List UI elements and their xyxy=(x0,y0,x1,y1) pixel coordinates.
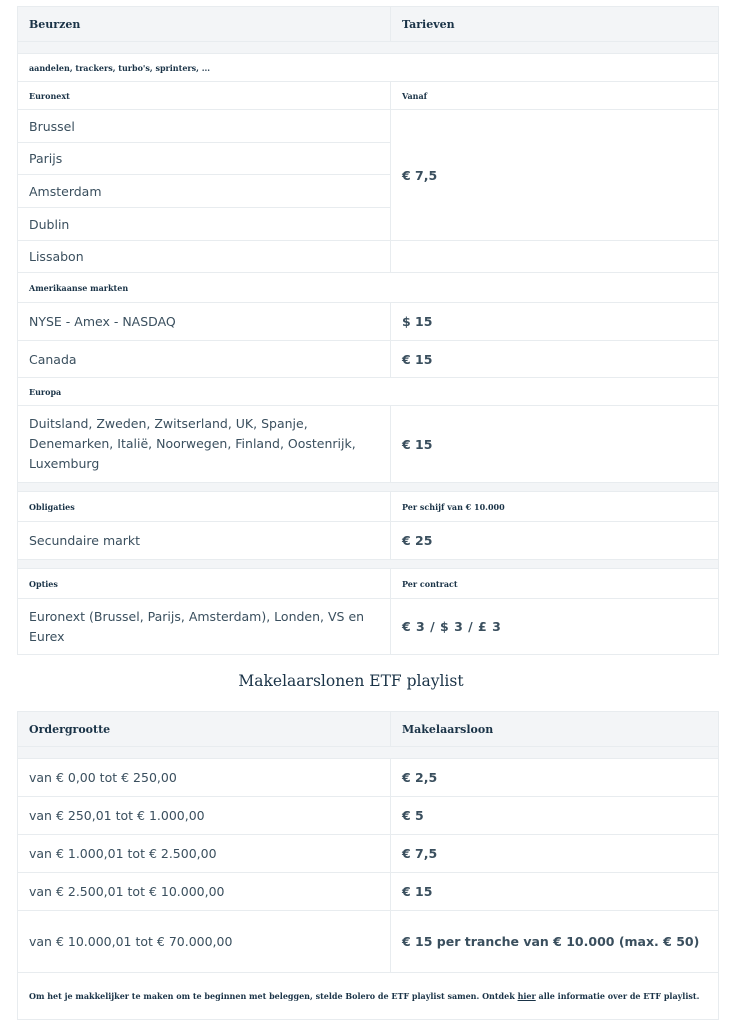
table-row xyxy=(18,241,719,273)
fee-value: € 7,5 xyxy=(391,835,719,873)
empty-cell xyxy=(391,241,719,273)
american-label: Amerikaanse markten xyxy=(18,273,719,303)
products-label: aandelen, trackers, turbo's, sprinters, ... xyxy=(18,54,719,82)
etf-table-container xyxy=(17,711,719,1020)
etf-info-link[interactable]: hier xyxy=(517,990,536,1001)
order-range: van € 2.500,01 tot € 10.000,00 xyxy=(18,873,391,911)
euronext-price: € 7,5 xyxy=(391,110,719,241)
market-parijs: Parijs xyxy=(18,143,391,175)
table-row xyxy=(18,911,719,973)
euronext-label-row xyxy=(18,82,719,110)
header-rates: Tarieven xyxy=(391,7,719,42)
spacer-row xyxy=(18,42,719,54)
market-amsterdam: Amsterdam xyxy=(18,175,391,208)
table-row xyxy=(18,835,719,873)
euronext-rate-label: Vanaf xyxy=(391,82,719,110)
europe-label: Europa xyxy=(18,378,719,406)
euronext-label: Euronext xyxy=(18,82,391,110)
fee-value: € 2,5 xyxy=(391,759,719,797)
spacer-row xyxy=(18,747,719,759)
header-order-size: Ordergrootte xyxy=(18,712,391,747)
table-row xyxy=(18,341,719,378)
market-lissabon: Lissabon xyxy=(18,241,391,273)
price-bonds: € 25 xyxy=(391,522,719,560)
options-label-row xyxy=(18,569,719,599)
market-options: Euronext (Brussel, Parijs, Amsterdam), Londen, VS en Eurex xyxy=(18,599,391,655)
header-exchange: Beurzen xyxy=(18,7,391,42)
table-row xyxy=(18,599,719,655)
options-rate-label: Per contract xyxy=(391,569,719,599)
price-us: $ 15 xyxy=(391,303,719,341)
market-brussel: Brussel xyxy=(18,110,391,143)
products-label-row xyxy=(18,54,719,82)
table-row xyxy=(18,873,719,911)
fee-value: € 15 xyxy=(391,873,719,911)
tariff-table-header xyxy=(18,7,719,42)
fee-value: € 5 xyxy=(391,797,719,835)
table-row xyxy=(18,303,719,341)
etf-table xyxy=(17,711,719,1020)
bonds-rate-label: Per schijf van € 10.000 xyxy=(391,492,719,522)
header-fee: Makelaarsloon xyxy=(391,712,719,747)
fee-value: € 15 per tranche van € 10.000 (max. € 50) xyxy=(391,911,719,973)
tariff-table xyxy=(17,6,719,655)
price-canada: € 15 xyxy=(391,341,719,378)
etf-section-title: Makelaarslonen ETF playlist xyxy=(238,672,464,690)
table-row xyxy=(18,406,719,483)
bonds-label: Obligaties xyxy=(18,492,391,522)
spacer-row xyxy=(18,560,719,569)
order-range: van € 10.000,01 tot € 70.000,00 xyxy=(18,911,391,973)
order-range: van € 1.000,01 tot € 2.500,00 xyxy=(18,835,391,873)
etf-table-header xyxy=(18,712,719,747)
price-europe: € 15 xyxy=(391,406,719,483)
options-label: Opties xyxy=(18,569,391,599)
table-row xyxy=(18,797,719,835)
market-canada: Canada xyxy=(18,341,391,378)
bonds-label-row xyxy=(18,492,719,522)
etf-note xyxy=(18,973,719,1020)
etf-note-text-before: Om het je makkelijker te maken om te beginnen met beleggen, stelde Bolero de ETF playlist samen. Ontdek xyxy=(29,990,518,1001)
etf-note-row xyxy=(18,973,719,1020)
tariff-table-container xyxy=(17,6,719,655)
market-dublin: Dublin xyxy=(18,208,391,241)
american-label-row xyxy=(18,273,719,303)
price-options: € 3 / $ 3 / £ 3 xyxy=(391,599,719,655)
order-range: van € 250,01 tot € 1.000,00 xyxy=(18,797,391,835)
market-bonds: Secundaire markt xyxy=(18,522,391,560)
table-row xyxy=(18,522,719,560)
market-us: NYSE - Amex - NASDAQ xyxy=(18,303,391,341)
spacer-row xyxy=(18,483,719,492)
market-europe: Duitsland, Zweden, Zwitserland, UK, Spanje, Denemarken, Italië, Noorwegen, Finland, Oostenrijk, Luxemburg xyxy=(18,406,391,483)
etf-note-text-after: alle informatie over de ETF playlist. xyxy=(535,990,700,1001)
europe-label-row xyxy=(18,378,719,406)
table-row xyxy=(18,110,719,143)
table-row xyxy=(18,759,719,797)
order-range: van € 0,00 tot € 250,00 xyxy=(18,759,391,797)
